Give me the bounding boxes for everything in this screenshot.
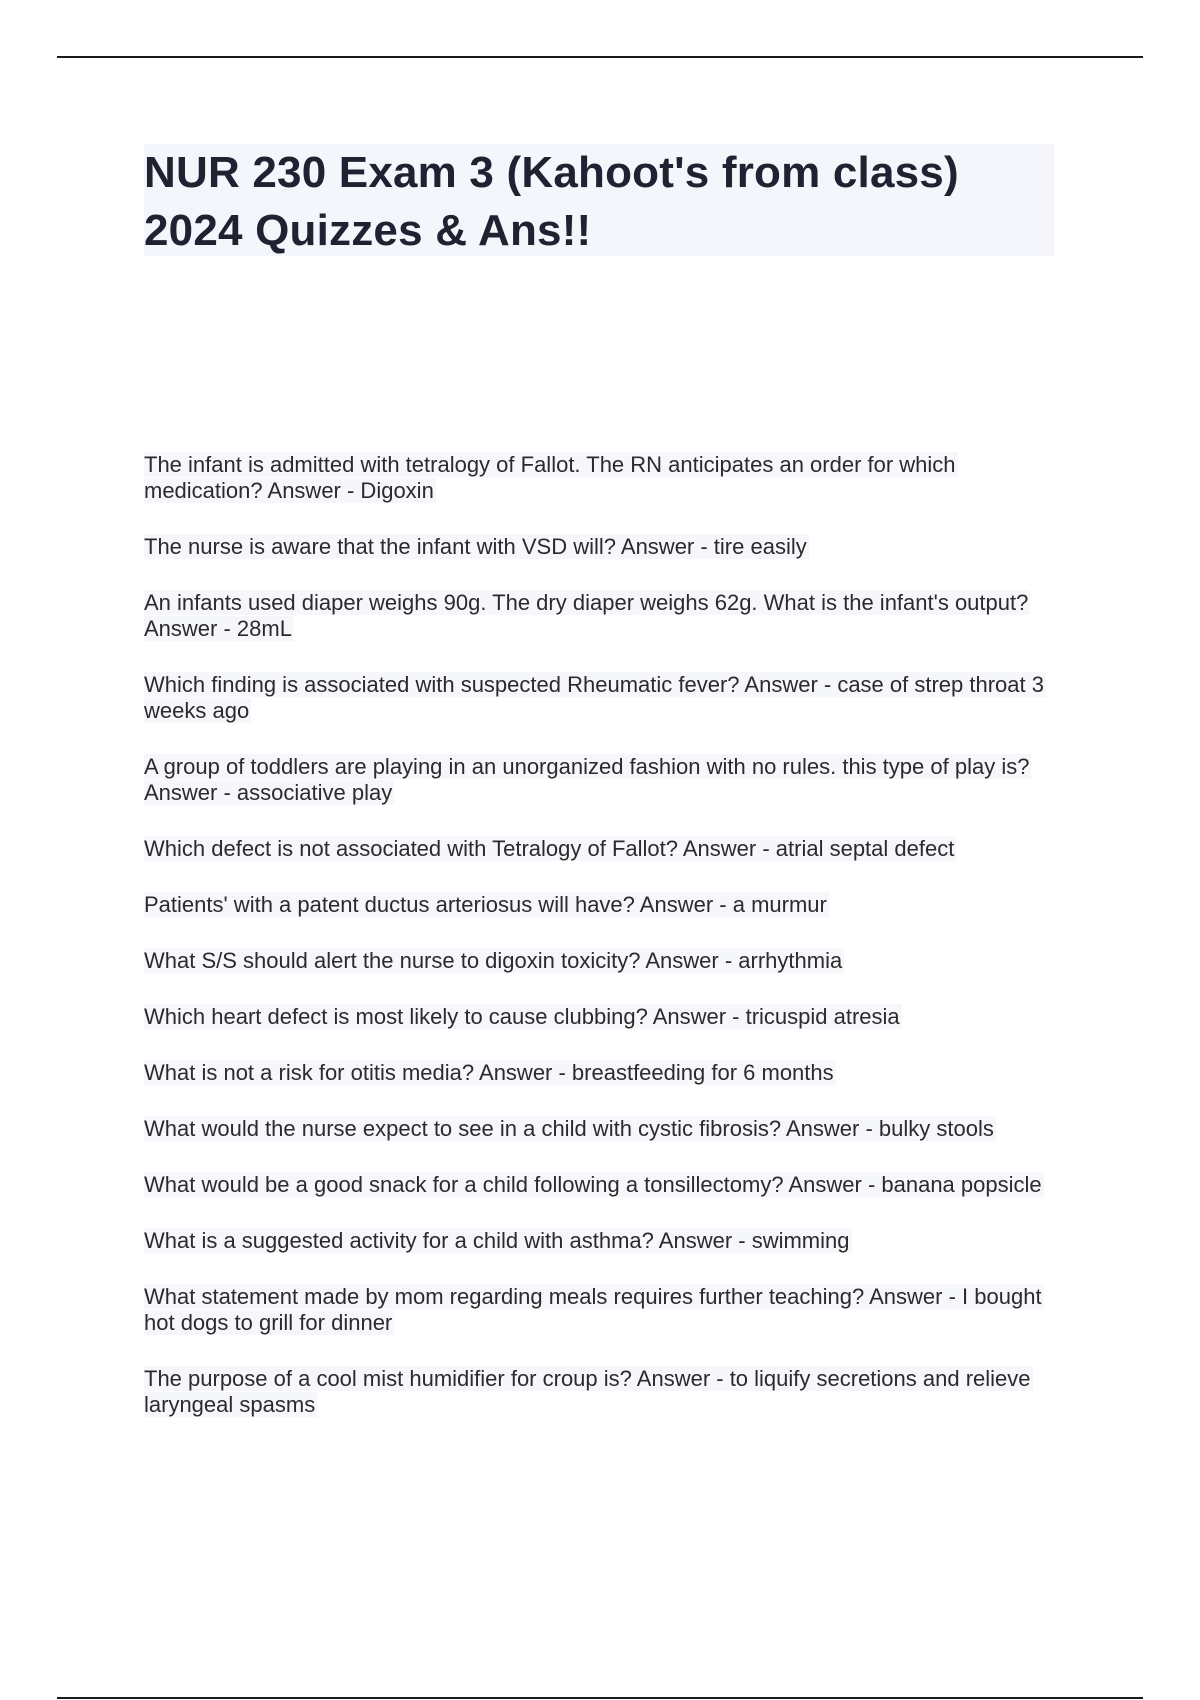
qa-item (144, 452, 1064, 504)
qa-item (144, 1172, 1064, 1198)
qa-text: What is not a risk for otitis media? Answer - breastfeeding for 6 months (144, 1060, 834, 1085)
qa-item (144, 1228, 1064, 1254)
qa-item (144, 836, 1064, 862)
qa-text: The nurse is aware that the infant with VSD will? Answer - tire easily (144, 534, 807, 559)
qa-list (144, 452, 1064, 1418)
document-title (144, 144, 1054, 260)
qa-text: What is a suggested activity for a child with asthma? Answer - swimming (144, 1228, 850, 1253)
qa-item (144, 1004, 1064, 1030)
title-line-2: 2024 Quizzes & Ans!! (144, 206, 592, 255)
title-line-1: NUR 230 Exam 3 (Kahoot's from class) (144, 148, 959, 197)
top-rule (57, 56, 1143, 58)
qa-text: A group of toddlers are playing in an unorganized fashion with no rules. this type of play is? Answer - associative play (144, 754, 1030, 805)
qa-item (144, 1366, 1064, 1418)
qa-text: Which defect is not associated with Tetralogy of Fallot? Answer - atrial septal defect (144, 836, 955, 861)
qa-text: Which heart defect is most likely to cause clubbing? Answer - tricuspid atresia (144, 1004, 900, 1029)
qa-text: What statement made by mom regarding meals requires further teaching? Answer - I bought hot dogs to grill for dinner (144, 1284, 1042, 1335)
qa-item (144, 754, 1064, 806)
qa-text: Which finding is associated with suspected Rheumatic fever? Answer - case of strep throat 3 weeks ago (144, 672, 1044, 723)
bottom-rule (57, 1697, 1143, 1699)
qa-text: What would be a good snack for a child following a tonsillectomy? Answer - banana popsicle (144, 1172, 1042, 1197)
qa-text: An infants used diaper weighs 90g. The dry diaper weighs 62g. What is the infant's output? Answer - 28mL (144, 590, 1029, 641)
qa-text: The infant is admitted with tetralogy of Fallot. The RN anticipates an order for which medication? Answer - Digoxin (144, 452, 956, 503)
qa-item (144, 590, 1064, 642)
qa-text: What S/S should alert the nurse to digoxin toxicity? Answer - arrhythmia (144, 948, 843, 973)
qa-item (144, 1284, 1064, 1336)
qa-text: Patients' with a patent ductus arteriosus will have? Answer - a murmur (144, 892, 827, 917)
title-block (144, 144, 1054, 256)
qa-item (144, 1116, 1064, 1142)
qa-text: What would the nurse expect to see in a child with cystic fibrosis? Answer - bulky stools (144, 1116, 994, 1141)
qa-item (144, 534, 1064, 560)
qa-item (144, 672, 1064, 724)
qa-text: The purpose of a cool mist humidifier for croup is? Answer - to liquify secretions and relieve laryngeal spasms (144, 1366, 1031, 1417)
qa-item (144, 892, 1064, 918)
qa-item (144, 948, 1064, 974)
qa-item (144, 1060, 1064, 1086)
